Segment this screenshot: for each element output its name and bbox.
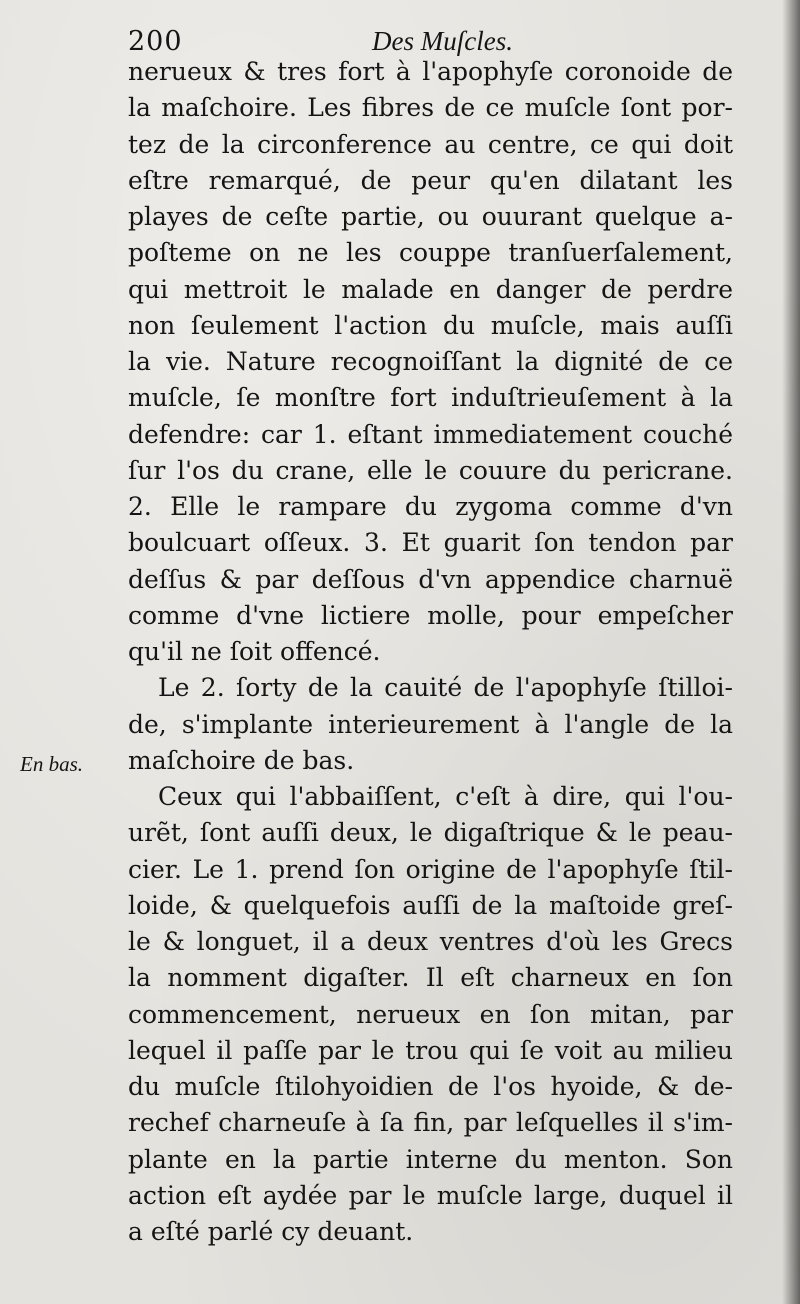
text-line: du muſcle ſtilohyoidien de l'os hyoide, & de- <box>128 1072 733 1101</box>
text-line: comme d'vne lictiere molle, pour empeſcher <box>128 600 733 630</box>
margin-note: En bas. <box>20 752 83 776</box>
text-line: muſcle, ſe monſtre fort induſtrieuſement à la <box>128 383 733 413</box>
text-line: playes de ceſte partie, ou ouurant quelque a- <box>128 202 733 231</box>
text-line: Le 2. ſorty de la cauité de l'apophyſe ſtilloi- <box>158 673 733 703</box>
text-line: 2. Elle le rampare du zygoma comme d'vn <box>128 492 733 521</box>
text-line: qui mettroit le malade en danger de perdre <box>128 274 733 304</box>
text-line: urẽt, ſont auſſi deux, le digaſtrique & le peau- <box>128 818 733 848</box>
text-line: la nomment digaſter. Il eſt charneux en ſon <box>128 963 733 993</box>
text-line: la maſchoire. Les fibres de ce muſcle ſont por- <box>128 93 733 123</box>
text-line: plante en la partie interne du menton. Son <box>128 1144 733 1174</box>
text-line: rechef charneuſe à ſa fin, par leſquelles il s'im- <box>128 1108 733 1138</box>
text-line: nerueux & tres fort à l'apophyſe coronoide de <box>128 57 733 86</box>
text-line: de, s'implante interieurement à l'angle de la <box>128 709 733 739</box>
body-text <box>128 54 733 1250</box>
text-line: boulcuart oſſeux. 3. Et guarit ſon tendon par <box>128 528 733 558</box>
text-line: ſur l'os du crane, elle le couure du pericrane. <box>128 455 733 485</box>
text-line: la vie. Nature recognoiſſant la dignité de ce <box>128 347 733 376</box>
text-line: qu'il ne ſoit offencé. <box>128 637 381 666</box>
text-line: le & longuet, il a deux ventres d'où les Grecs <box>128 927 733 956</box>
text-line: deſſus & par deſſous d'vn appendice charnuë <box>128 564 733 594</box>
text-line: lequel il paſſe par le trou qui ſe voit au milieu <box>128 1035 733 1065</box>
text-line: poſteme on ne les couppe tranſuerſalement, <box>128 238 733 268</box>
text-line: commencement, nerueux en ſon mitan, par <box>128 999 733 1029</box>
text-line: a eſté parlé cy deuant. <box>128 1217 414 1246</box>
running-title: Des Muſcles. <box>372 26 513 56</box>
text-line: loide, & quelquefois auſſi de la maſtoide greſ- <box>128 890 733 920</box>
text-line: maſchoire de bas. <box>128 745 355 775</box>
text-line: Ceux qui l'abbaiſſent, c'eſt à dire, qui l'ou- <box>158 782 733 811</box>
text-line: tez de la circonference au centre, ce qui doit <box>128 129 733 159</box>
text-line: defendre: car 1. eſtant immediatement couché <box>128 419 733 449</box>
text-line: non ſeulement l'action du muſcle, mais auſſi <box>128 310 733 340</box>
text-line: action eſt aydée par le muſcle large, duquel il <box>128 1180 733 1210</box>
page-number: 200 <box>128 26 183 57</box>
text-line: eſtre remarqué, de peur qu'en dilatant les <box>128 165 733 195</box>
text-line: cier. Le 1. prend ſon origine de l'apophyſe ſtil- <box>128 854 733 884</box>
page-gutter-shadow <box>782 0 800 1304</box>
